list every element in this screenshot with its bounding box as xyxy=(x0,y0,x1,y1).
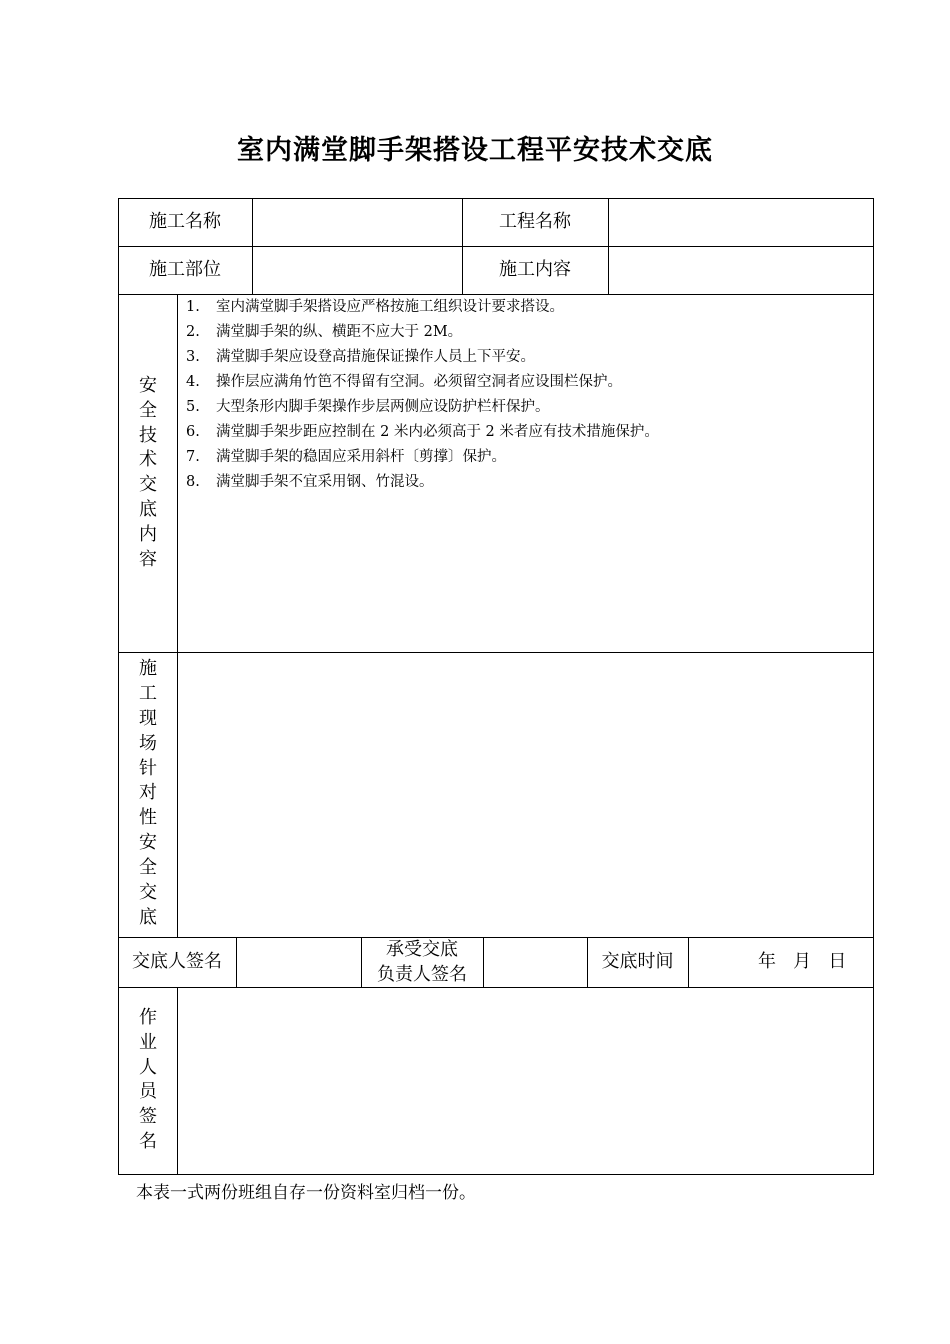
project-name-label: 工程名称 xyxy=(499,211,571,232)
site-section-content[interactable] xyxy=(180,656,870,934)
safety-item: 3. 满堂脚手架应设登高措施保证操作人员上下平安。 xyxy=(186,349,535,365)
col-divider xyxy=(177,987,178,1175)
safety-item: 2. 满堂脚手架的纵、横距不应大于 2M。 xyxy=(186,324,463,340)
safety-item: 5. 大型条形内脚手架操作步层两侧应设防护栏杆保护。 xyxy=(186,399,550,415)
col-divider xyxy=(177,294,178,937)
footer-note: 本表一式两份班组自存一份资料室归档一份。 xyxy=(136,1183,476,1203)
site-section-label: 施 工 现 场 针 对 性 安 全 交 底 xyxy=(139,658,157,928)
receiver-sign-label: 承受交底 负责人签名 xyxy=(377,939,467,985)
construction-content-field[interactable] xyxy=(609,258,873,282)
col-divider xyxy=(688,937,689,987)
receiver-sign-field[interactable] xyxy=(484,950,587,974)
safety-item: 1. 室内满堂脚手架搭设应严格按施工组织设计要求搭设。 xyxy=(186,299,564,315)
row-divider xyxy=(118,652,874,653)
project-name-field[interactable] xyxy=(609,210,873,234)
safety-item: 8. 满堂脚手架不宜采用钢、竹混设。 xyxy=(186,474,434,490)
safety-section-label: 安 全 技 术 交 底 内 容 xyxy=(139,375,157,570)
workers-section-label: 作 业 人 员 签 名 xyxy=(139,1007,157,1152)
row-divider xyxy=(118,246,874,247)
row-divider xyxy=(118,987,874,988)
construction-part-label: 施工部位 xyxy=(149,259,221,280)
safety-item: 7. 满堂脚手架的稳固应采用斜杆〔剪撑〕保护。 xyxy=(186,449,506,465)
safety-item: 4. 操作层应满角竹笆不得留有空洞。必须留空洞者应设围栏保护。 xyxy=(186,374,622,390)
construction-name-label: 施工名称 xyxy=(149,211,221,232)
page-title: 室内满堂脚手架搭设工程平安技术交底 xyxy=(237,135,713,166)
disclosure-time-label: 交底时间 xyxy=(601,951,674,972)
construction-part-field[interactable] xyxy=(253,258,462,282)
construction-name-field[interactable] xyxy=(253,210,462,234)
construction-content-label: 施工内容 xyxy=(499,259,571,280)
safety-item: 6. 满堂脚手架步距应控制在 2 米内必须高于 2 米者应有技术措施保护。 xyxy=(186,424,659,440)
discloser-sign-label: 交底人签名 xyxy=(132,951,222,972)
row-divider xyxy=(118,937,874,938)
discloser-sign-field[interactable] xyxy=(237,950,361,974)
workers-sign-area[interactable] xyxy=(180,990,870,1172)
disclosure-time-field[interactable]: 年 月 日 xyxy=(758,951,847,972)
